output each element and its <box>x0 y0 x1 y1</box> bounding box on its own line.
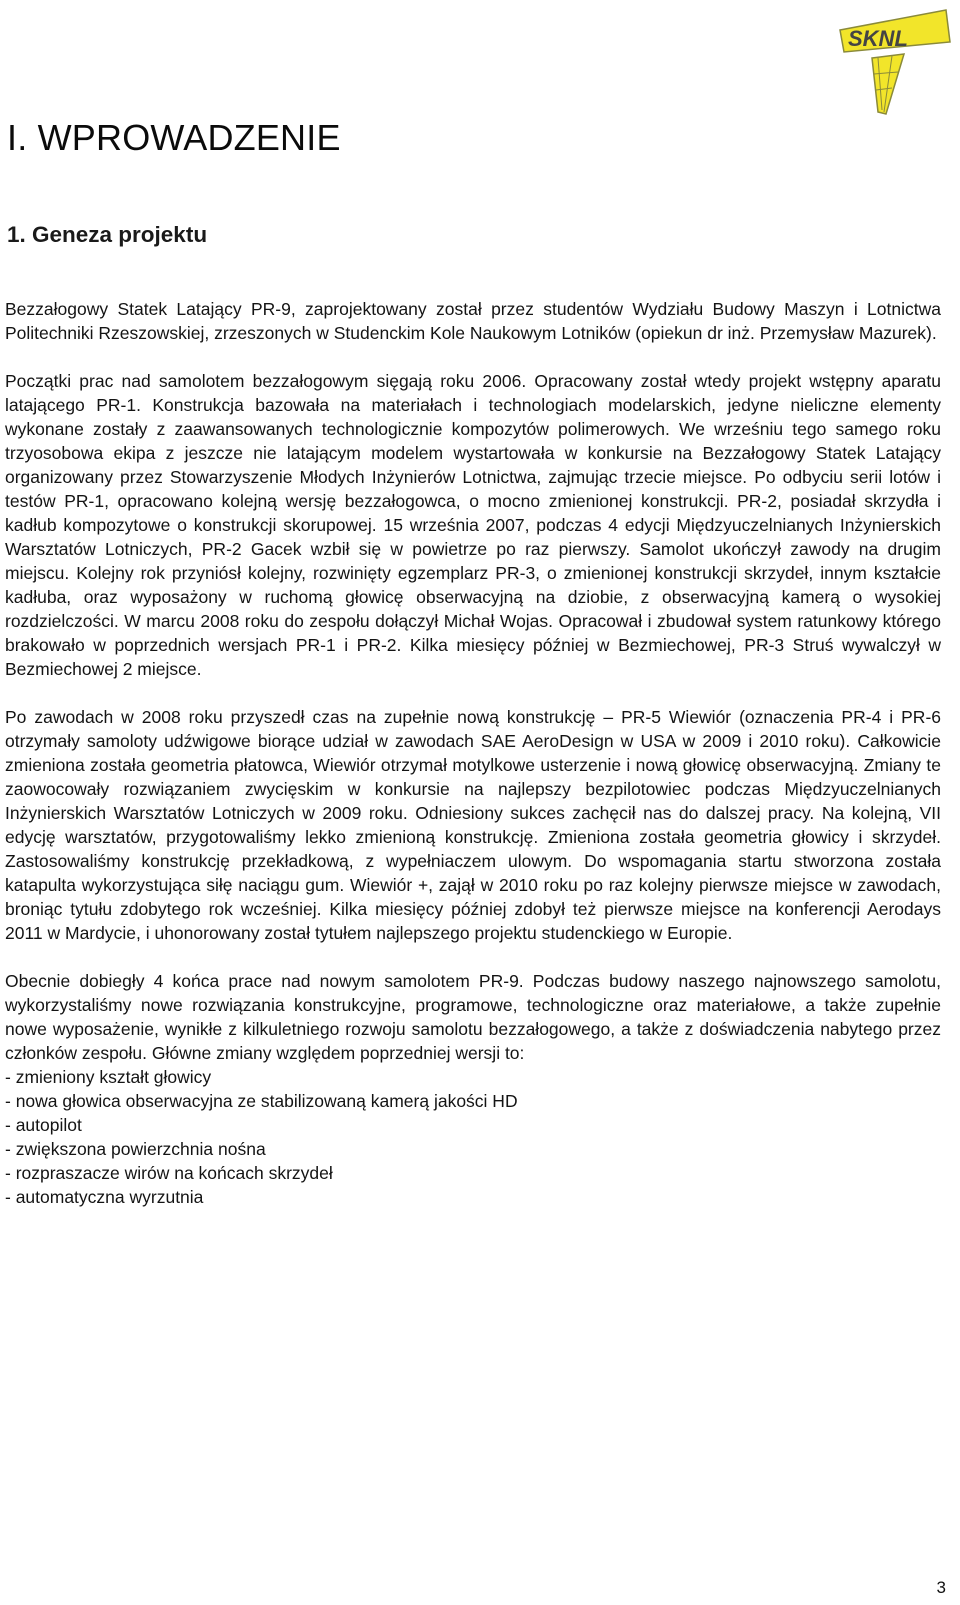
changes-list <box>5 1065 941 1209</box>
paragraph-4: Obecnie dobiegły 4 końca prace nad nowym samolotem PR-9. Podczas budowy naszego najnowszego samolotu, wykorzystaliśmy nowe rozwiązania konstrukcyjne, programowe, technologiczne oraz materiałowe, a także zupełnie nowe wyposażenie, wynikłe z kilkuletniego rozwoju samolotu bezzałogowego, a także z doświadczenia nabytego przez członków zespołu. Główne zmiany względem poprzedniej wersji to: <box>5 971 941 1063</box>
list-item: - rozpraszacze wirów na końcach skrzydeł <box>5 1163 333 1183</box>
sknl-logo <box>834 2 956 122</box>
list-item: - nowa głowica obserwacyjna ze stabilizowaną kamerą jakości HD <box>5 1091 518 1111</box>
sknl-glider-logo-icon <box>834 2 956 122</box>
list-item: - autopilot <box>5 1115 82 1135</box>
section-heading: 1. Geneza projektu <box>7 222 208 247</box>
logo-text: SKNL <box>848 26 908 51</box>
document-body <box>5 297 941 1209</box>
chapter-heading: I. WPROWADZENIE <box>7 117 341 158</box>
list-item: - zwiększona powierzchnia nośna <box>5 1139 266 1159</box>
paragraph-2: Początki prac nad samolotem bezzałogowym sięgają roku 2006. Opracowany został wtedy projekt wstępny aparatu latającego PR-1. Konstrukcja bazowała na materiałach i technologiach modelarskich, jedyne nieliczne elementy wykonane zostały z zaawansowanych technologicznie kompozytów polimerowych. We wrześniu tego samego roku trzyosobowa ekipa z jeszcze nie latającym modelem wystartowała w konkursie na Bezzałogowy Statek Latający organizowany przez Stowarzyszenie Młodych Inżynierów Lotnictwa, zajmując trzecie miejsce. Po odbyciu serii lotów i testów PR-1, opracowano kolejną wersję bezzałogowca, o mocno zmienionej konstrukcji. PR-2, posiadał skrzydła i kadłub kompozytowe o konstrukcji skorupowej. 15 września 2007, podczas 4 edycji Międzyuczelnianych Inżynierskich Warsztatów Lotniczych, PR-2 Gacek wzbił się w powietrze po raz pierwszy. Samolot ukończył zawody na drugim miejscu. Kolejny rok przyniósł kolejny, rozwinięty egzemplarz PR-3, o zmienionej konstrukcji skrzydeł, innym kształcie kadłuba, oraz wyposażony w ruchomą głowicę obserwacyjną na dziobie, z obserwacyjną kamerą o wysokiej rozdzielczości. W marcu 2008 roku do zespołu dołączył Michał Wojas. Opracował i zbudował system ratunkowy którego brakowało w poprzednich wersjach PR-1 i PR-2. Kilka miesięcy później w Bezmiechowej, PR-3 Struś wywalczył w Bezmiechowej 2 miejsce. <box>5 371 941 679</box>
page-number: 3 <box>936 1578 946 1597</box>
paragraph-3: Po zawodach w 2008 roku przyszedł czas na zupełnie nową konstrukcję – PR-5 Wiewiór (oznaczenia PR-4 i PR-6 otrzymały samoloty udźwigowe biorące udział w zawodach SAE AeroDesign w USA w 2009 i 2010 roku). Całkowicie zmieniona została geometria płatowca, Wiewiór otrzymał motylkowe usterzenie i nową głowicę obserwacyjną. Zmiany te zaowocowały rozwiązaniem zwycięskim w konkursie na najlepszy bezpilotowiec podczas Międzyuczelnianych Inżynierskich Warsztatów Lotniczych w 2009 roku. Odniesiony sukces zachęcił nas do dalszej pracy. Na kolejną, VII edycję warsztatów, przygotowaliśmy lekko zmienioną konstrukcję. Zmieniona została geometria głowicy i skrzydeł. Zastosowaliśmy konstrukcję przekładkową, z wypełniaczem ulowym. Do wspomagania startu stworzona została katapulta wykorzystująca siłę naciągu gum. Wiewiór +, zajął w 2010 roku po raz kolejny pierwsze miejsce w zawodach, broniąc tytułu zdobytego rok wcześniej. Kilka miesięcy później zdobył też pierwsze miejsce na konferencji Aerodays 2011 w Mardycie, i uhonorowany został tytułem najlepszego projektu studenckiego w Europie. <box>5 707 941 943</box>
paragraph-1: Bezzałogowy Statek Latający PR-9, zaprojektowany został przez studentów Wydziału Budowy Maszyn i Lotnictwa Politechniki Rzeszowskiej, zrzeszonych w Studenckim Kole Naukowym Lotników (opiekun dr inż. Przemysław Mazurek). <box>5 299 941 343</box>
list-item: - automatyczna wyrzutnia <box>5 1187 204 1207</box>
list-item: - zmieniony kształt głowicy <box>5 1067 212 1087</box>
